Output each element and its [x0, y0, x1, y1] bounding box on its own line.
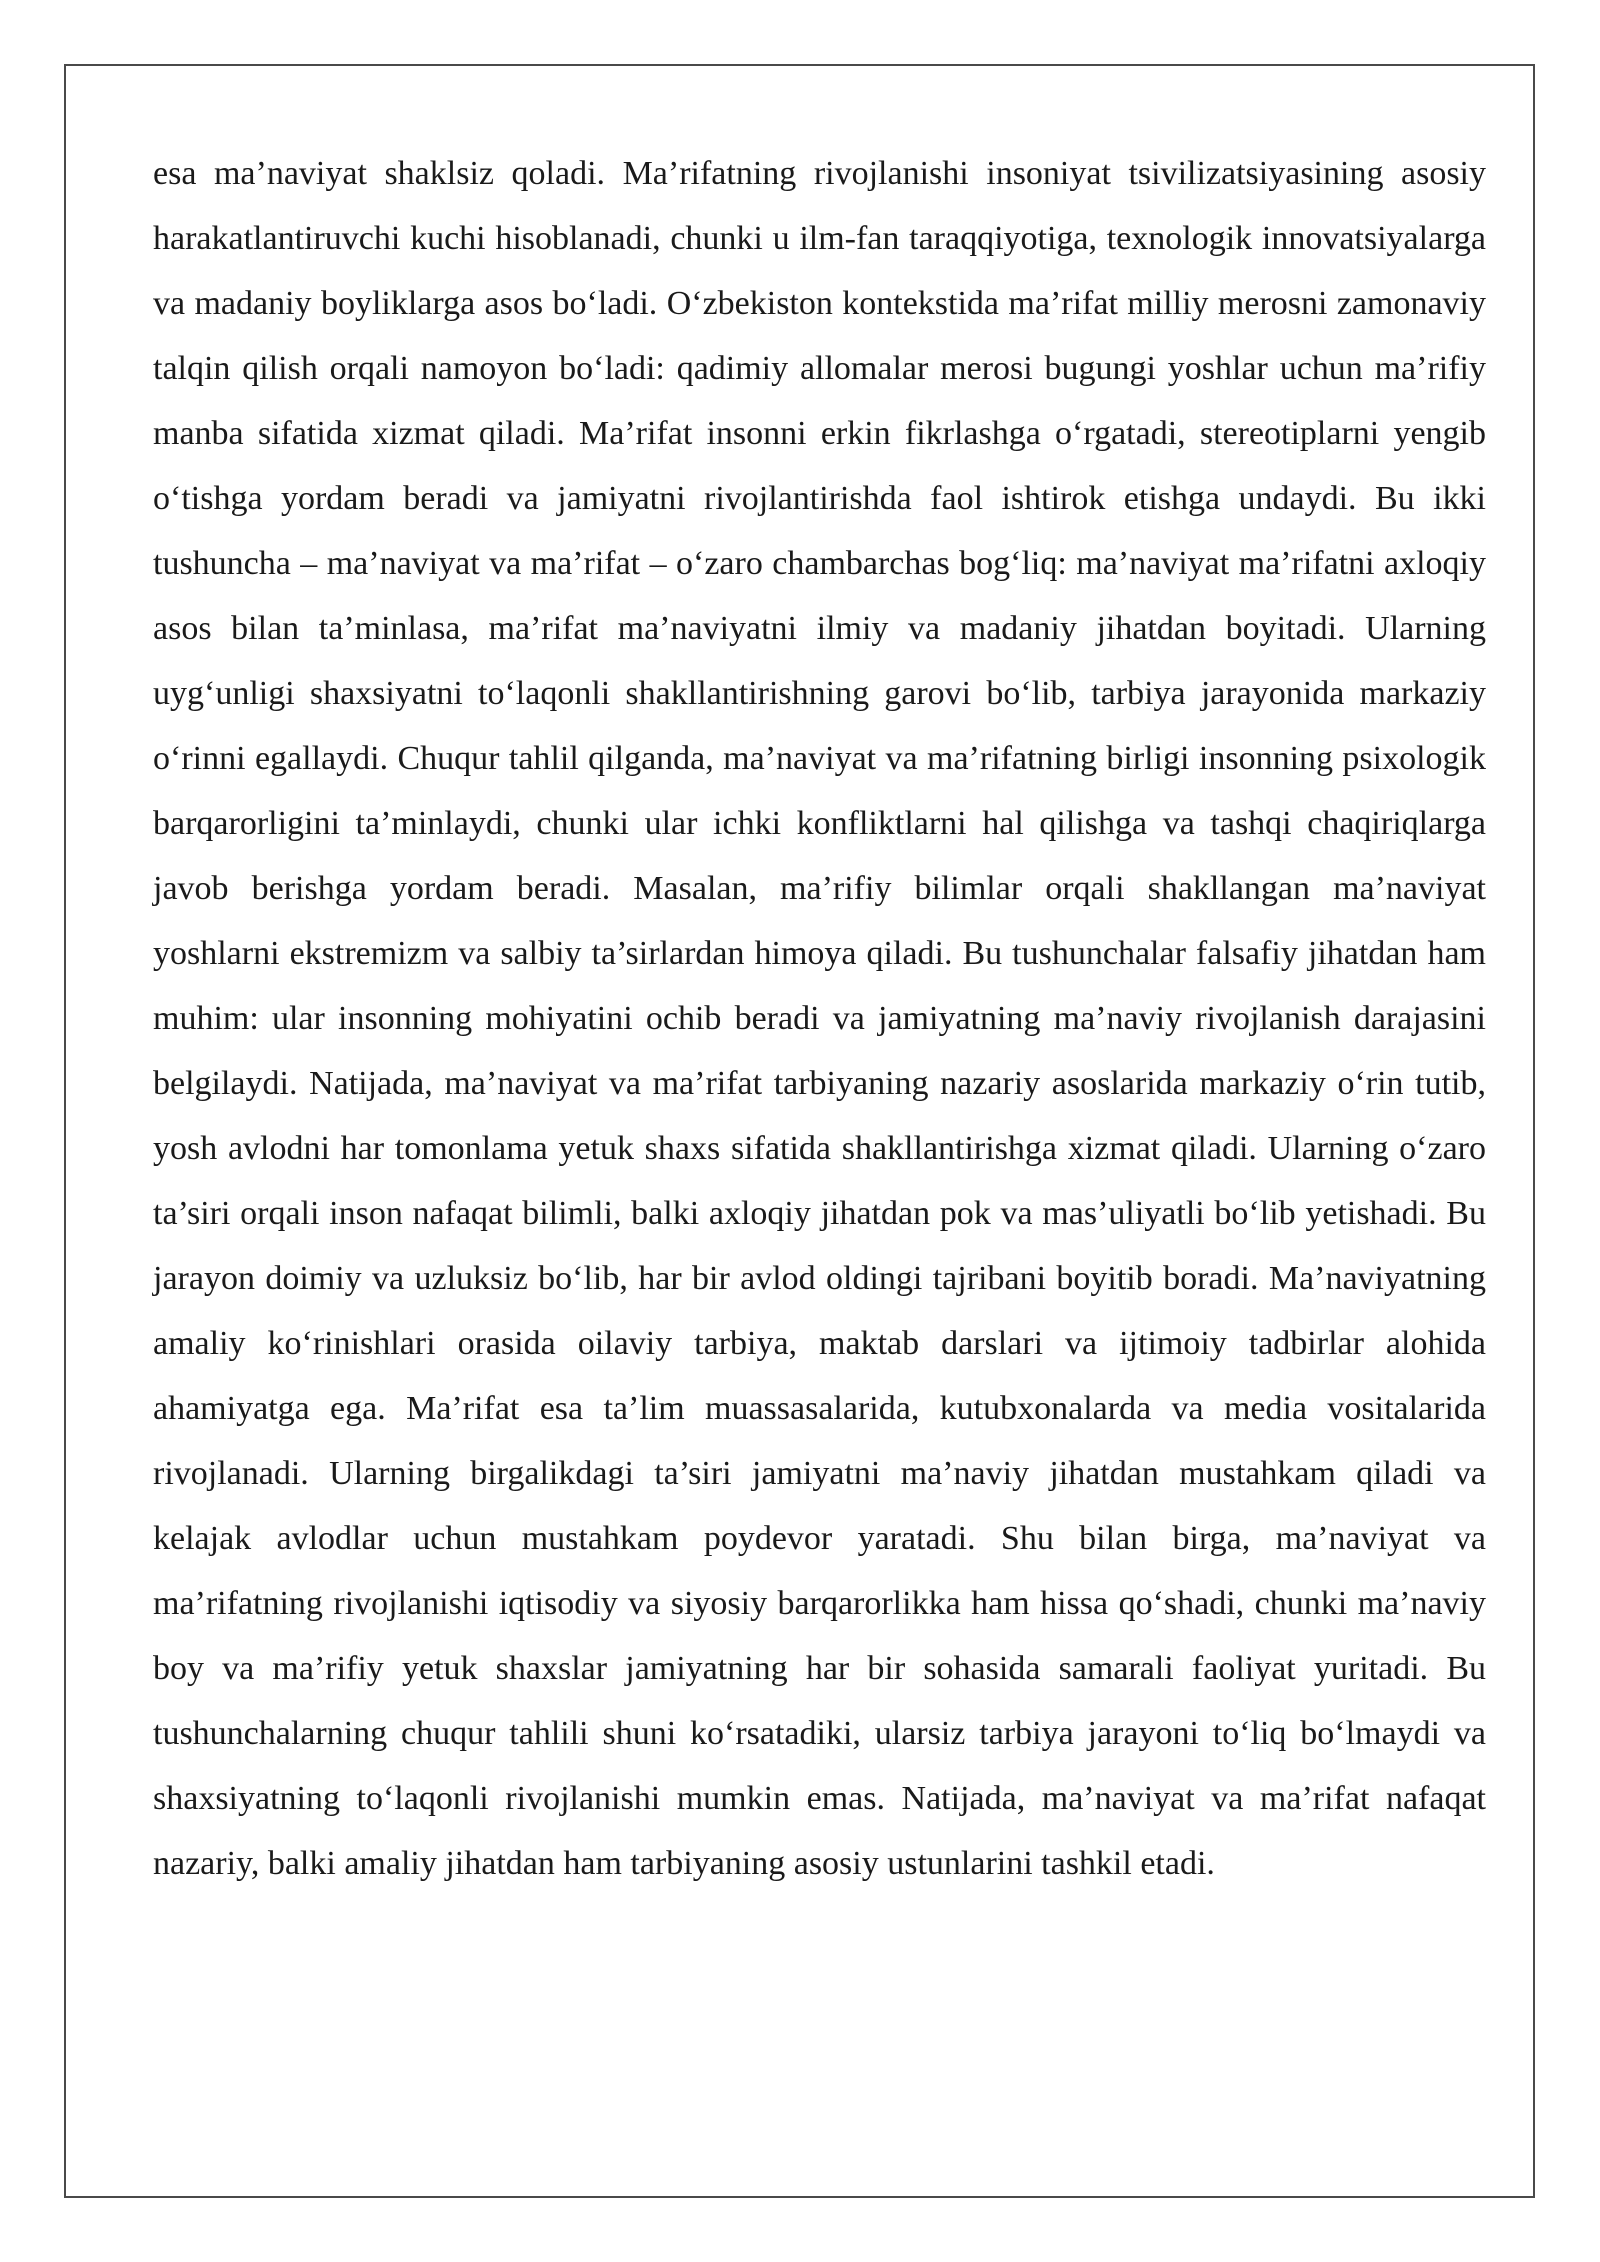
body-paragraph: esa ma’naviyat shaklsiz qoladi. Ma’rifatning rivojlanishi insoniyat tsivilizatsiyasining asosiy harakatlantiruvchi kuchi hisoblanadi, chunki u ilm-fan taraqqiyotiga, texnologik innovatsiyalarga va madaniy boyliklarga asos bo‘ladi. O‘zbekiston kontekstida ma’rifat milliy merosni zamonaviy talqin qilish orqali namoyon bo‘ladi: qadimiy allomalar merosi bugungi yoshlar uchun ma’rifiy manba sifatida xizmat qiladi. Ma’rifat insonni erkin fikrlashga o‘rgatadi, stereotiplarni yengib o‘tishga yordam beradi va jamiyatni rivojlantirishda faol ishtirok etishga undaydi. Bu ikki tushuncha – ma’naviyat va ma’rifat – o‘zaro chambarchas bog‘liq: ma’naviyat ma’rifatni axloqiy asos bilan ta’minlasa, ma’rifat ma’naviyatni ilmiy va madaniy jihatdan boyitadi. Ularning uyg‘unligi shaxsiyatni to‘laqonli shakllantirishning garovi bo‘lib, tarbiya jarayonida markaziy o‘rinni egallaydi. Chuqur tahlil qilganda, ma’naviyat va ma’rifatning birligi insonning psixologik barqarorligini ta’minlaydi, chunki ular ichki konfliktlarni hal qilishga va tashqi chaqiriqlarga javob berishga yordam beradi. Masalan, ma’rifiy bilimlar orqali shakllangan ma’naviyat yoshlarni ekstremizm va salbiy ta’sirlardan himoya qiladi. Bu tushunchalar falsafiy jihatdan ham muhim: ular insonning mohiyatini ochib beradi va jamiyatning ma’naviy rivojlanish darajasini belgilaydi. Natijada, ma’naviyat va ma’rifat tarbiyaning nazariy asoslarida markaziy o‘rin tutib, yosh avlodni har tomonlama yetuk shaxs sifatida shakllantirishga xizmat qiladi. Ularning o‘zaro ta’siri orqali inson nafaqat bilimli, balki axloqiy jihatdan pok va mas’uliyatli bo‘lib yetishadi. Bu jarayon doimiy va uzluksiz bo‘lib, har bir avlod oldingi tajribani boyitib boradi. Ma’naviyatning amaliy ko‘rinishlari orasida oilaviy tarbiya, maktab darslari va ijtimoiy tadbirlar alohida ahamiyatga ega. Ma’rifat esa ta’lim muassasalarida, kutubxonalarda va media vositalarida rivojlanadi. Ularning birgalikdagi ta’siri jamiyatni ma’naviy jihatdan mustahkam qiladi va kelajak avlodlar uchun mustahkam poydevor yaratadi. Shu bilan birga, ma’naviyat va ma’rifatning rivojlanishi iqtisodiy va siyosiy barqarorlikka ham hissa qo‘shadi, chunki ma’naviy boy va ma’rifiy yetuk shaxslar jamiyatning har bir sohasida samarali faoliyat yuritadi. Bu tushunchalarning chuqur tahlili shuni ko‘rsatadiki, ularsiz tarbiya jarayoni to‘liq bo‘lmaydi va shaxsiyatning to‘laqonli rivojlanishi mumkin emas. Natijada, ma’naviyat va ma’rifat nafaqat nazariy, balki amaliy jihatdan ham tarbiyaning asosiy ustunlarini tashkil etadi. — [153, 155, 1486, 1882]
